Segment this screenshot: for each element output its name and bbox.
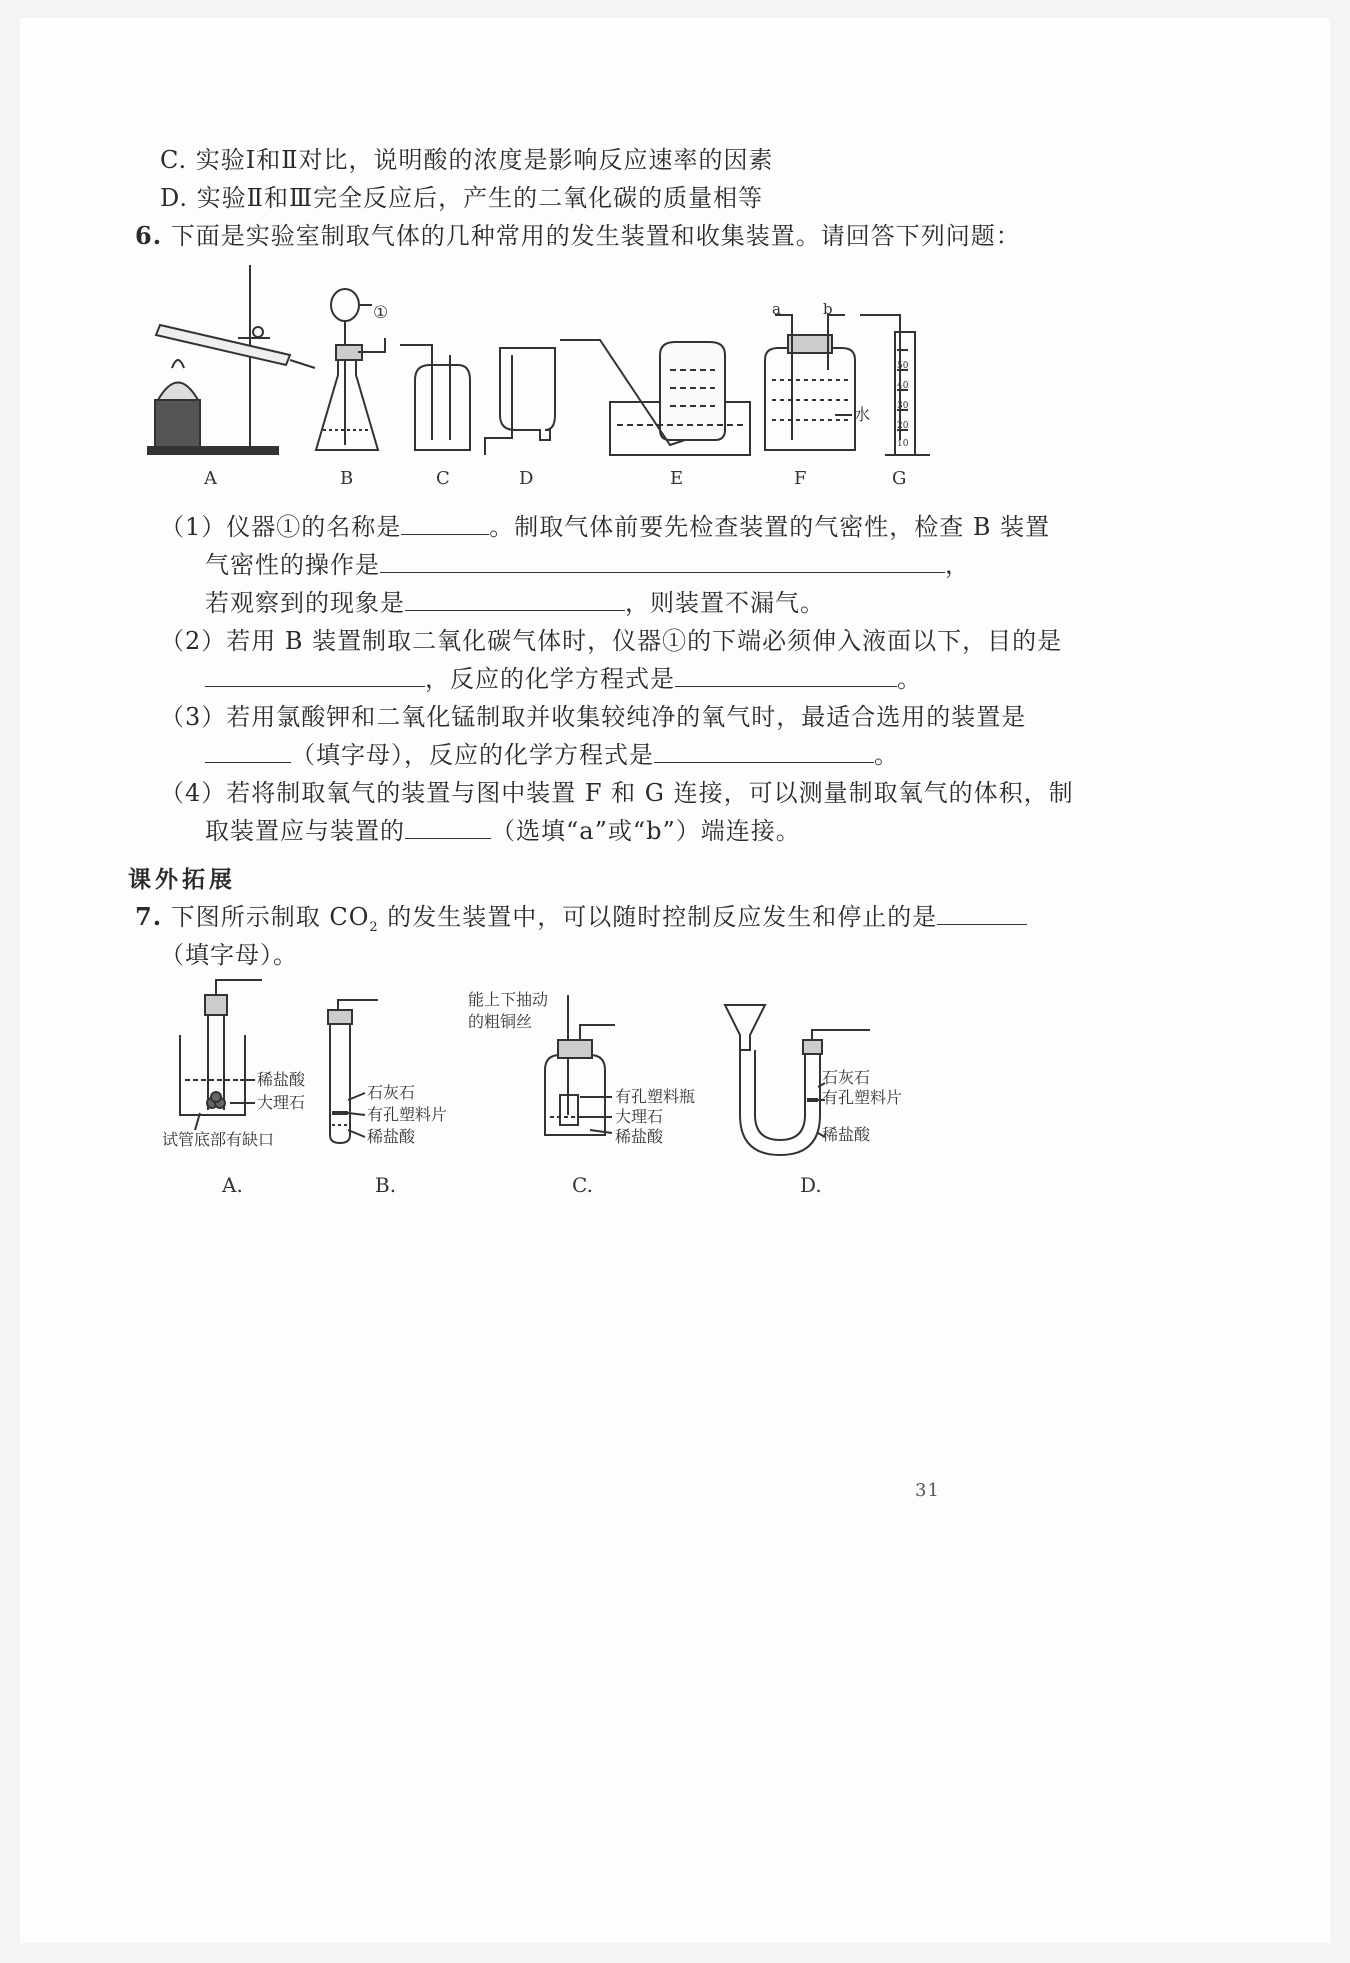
q7-c-label-wire2: 的粗铜丝 (468, 1012, 533, 1031)
q6-p1-text-f: ，则装置不漏气。 (625, 589, 825, 617)
q7-stem-line2: （填字母）。 (160, 941, 298, 969)
apparatus-e (560, 340, 750, 455)
fig-label-b: B (340, 468, 354, 489)
apparatus-d (485, 348, 555, 455)
blank-observation[interactable] (405, 588, 625, 611)
q7-letter-d: D. (800, 1173, 822, 1197)
q6-p1-text-e: 若观察到的现象是 (205, 589, 405, 617)
q6-part1-line2 (205, 545, 970, 580)
q6-p1-text-d: ， (945, 551, 970, 579)
page-number: 31 (915, 1480, 940, 1501)
q6-p1-text-c: 气密性的操作是 (205, 551, 380, 579)
q6-part4-line2 (205, 811, 801, 846)
q7-number: 7. (135, 902, 163, 931)
apparatus-f (765, 315, 855, 450)
label-water: 水 (854, 405, 871, 424)
fig-label-d: D (519, 468, 534, 489)
q6-p4-text-b: （选填“a”或“b”）端连接。 (491, 817, 801, 845)
apparatus-c (400, 345, 470, 450)
q6-part3-line1: （3）若用氯酸钾和二氧化锰制取并收集较纯净的氧气时，最适合选用的装置是 (160, 703, 1027, 731)
q6-part2-line1: （2）若用 B 装置制取二氧化碳气体时，仪器①的下端必须伸入液面以下，目的是 (160, 627, 1063, 655)
blank-equation-co2[interactable] (675, 664, 897, 687)
blank-airtight-operation[interactable] (380, 550, 945, 573)
q5-option-d: D. 实验Ⅱ和Ⅲ完全反应后，产生的二氧化碳的质量相等 (160, 184, 764, 212)
fig-label-g: G (892, 468, 907, 489)
q6-part1-line1 (160, 507, 1050, 542)
q7-c-label-bottle: 有孔塑料瓶 (615, 1087, 696, 1106)
scale-40: 40 (897, 381, 909, 391)
q7-b-label-plate: 有孔塑料片 (367, 1105, 448, 1124)
q7-stem-line1 (135, 897, 1027, 935)
blank-q7-answer[interactable] (937, 902, 1027, 925)
q7-a-label-acid: 稀盐酸 (257, 1070, 306, 1089)
q7-c-label-marble: 大理石 (615, 1107, 664, 1126)
q6-part2-line2 (205, 659, 922, 694)
q7-apparatus-figure (150, 975, 930, 1205)
q7-stem-sub: 2 (369, 919, 379, 935)
label-a: a (772, 300, 781, 318)
q7-stem-b: 的发生装置中，可以随时控制反应发生和停止的是 (378, 903, 938, 931)
q7-a-label-notch: 试管底部有缺口 (162, 1130, 275, 1149)
q7-c-label-acid: 稀盐酸 (615, 1127, 664, 1146)
scale-50: 50 (897, 361, 909, 371)
scale-10: 10 (897, 439, 909, 449)
q7-d-label-acid: 稀盐酸 (822, 1125, 871, 1144)
q7-b-label-limestone: 石灰石 (367, 1083, 416, 1102)
q6-number: 6. (135, 221, 163, 250)
blank-port-choice[interactable] (405, 816, 491, 839)
q6-p1-text-b: 。制取气体前要先检查装置的气密性，检查 B 装置 (489, 513, 1051, 541)
apparatus-g (860, 315, 930, 455)
q6-p2-text-a: ，反应的化学方程式是 (425, 665, 675, 693)
fig-label-c: C (436, 468, 450, 489)
q7-letter-a: A. (222, 1173, 243, 1197)
q7-a-label-marble: 大理石 (257, 1093, 306, 1112)
q7-letter-b: B. (375, 1173, 397, 1197)
q6-part3-line2 (205, 735, 899, 770)
blank-purpose[interactable] (205, 664, 425, 687)
q6-p4-text-a: 取装置应与装置的 (205, 817, 405, 845)
fig-label-e: E (670, 468, 684, 489)
q6-part4-line1: （4）若将制取氧气的装置与图中装置 F 和 G 连接，可以测量制取氧气的体积，制 (160, 779, 1074, 807)
blank-apparatus-choice[interactable] (205, 740, 291, 763)
q6-p3-text-a: （填字母），反应的化学方程式是 (291, 741, 654, 769)
scale-20: 20 (897, 421, 909, 431)
q6-p2-text-b: 。 (897, 665, 922, 693)
q6-apparatus-figure (140, 260, 940, 495)
q7-c-label-wire1: 能上下抽动 (468, 990, 549, 1009)
q7-b-label-acid: 稀盐酸 (367, 1127, 416, 1146)
scale-30: 30 (897, 401, 909, 411)
q6-p1-text-a: （1）仪器①的名称是 (160, 513, 402, 541)
q6-part1-line3 (205, 583, 825, 618)
blank-instrument-name[interactable] (401, 512, 489, 535)
apparatus-a (148, 265, 315, 454)
fig-label-a: A (204, 468, 217, 489)
fig-label-f: F (794, 468, 807, 489)
q7-stem-a: 下图所示制取 CO (170, 903, 370, 931)
q7-letter-c: C. (572, 1173, 593, 1197)
blank-equation-o2[interactable] (654, 740, 874, 763)
q6-stem-text: 下面是实验室制取气体的几种常用的发生装置和收集装置。请回答下列问题： (170, 222, 1021, 250)
q7-apparatus-c (545, 995, 615, 1135)
label-b: b (823, 300, 833, 318)
q5-option-c: C. 实验Ⅰ和Ⅱ对比，说明酸的浓度是影响反应速率的因素 (160, 146, 774, 174)
section-heading: 课外拓展 (128, 866, 236, 893)
q7-d-label-plate: 有孔塑料片 (822, 1088, 903, 1107)
q7-apparatus-a (180, 980, 262, 1130)
q7-d-label-limestone: 石灰石 (822, 1068, 871, 1087)
q6-p3-text-b: 。 (874, 741, 899, 769)
q6-stem (135, 216, 1021, 251)
label-circle1: ① (373, 303, 389, 323)
